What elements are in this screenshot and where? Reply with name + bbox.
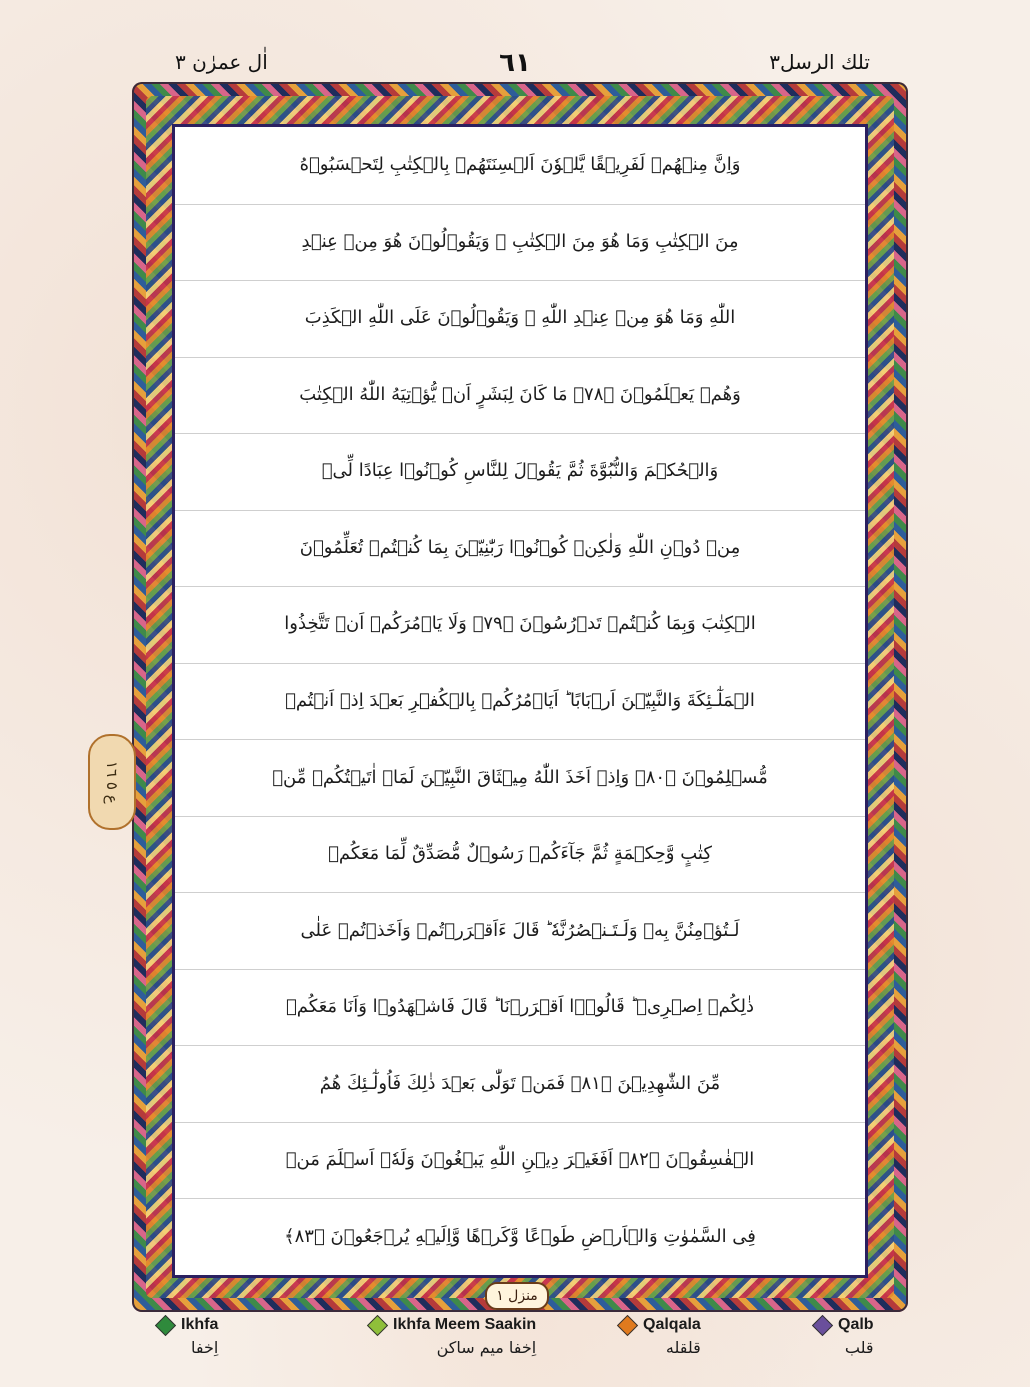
text-line: مِنَ الۡكِتٰبِ وَمَا هُوَ مِنَ الۡكِتٰبِ ۚ وَيَقُوۡلُوۡنَ هُوَ مِنۡ عِنۡدِ [175, 204, 865, 282]
text-line: الۡكِتٰبَ وَبِمَا كُنۡتُمۡ تَدۡرُسُوۡنَ ﴿٧٩﴾ وَلَا يَاۡمُرَكُمۡ اَنۡ تَتَّخِذُوا [175, 586, 865, 664]
text-line: لَـتُؤۡمِنُنَّ بِهٖ وَلَـتَـنۡصُرُنَّهٗ ؕ قَالَ ءَاَقۡرَرۡتُمۡ وَاَخَذۡتُمۡ عَلٰى [175, 892, 865, 970]
text-line: مِنۡ دُوۡنِ اللّٰهِ وَلٰكِنۡ كُوۡنُوۡا رَبّٰنِيّٖنَ بِمَا كُنۡتُمۡ تُعَلِّمُوۡنَ [175, 510, 865, 588]
legend-ikhfa [158, 1316, 218, 1357]
text-line: وَاِنَّ مِنۡهُمۡ لَفَرِيۡقًا يَّلۡوٗنَ اَلۡسِنَتَهُمۡ بِالۡكِتٰبِ لِتَحۡسَبُوۡهُ [175, 127, 865, 205]
legend-qalqala [620, 1316, 701, 1357]
legend-ikhfa-meem-en: Ikhfa Meem Saakin [393, 1316, 537, 1333]
quran-text-panel [172, 124, 868, 1278]
text-line: الۡمَلٰٓـئِكَةَ وَالنَّبِيّٖنَ اَرۡبَابًا ؕ اَيَاۡمُرُكُمۡ بِالۡكُفۡرِ بَعۡدَ اِذۡ اَنۡتُمۡ [175, 663, 865, 741]
text-line: الۡفٰسِقُوۡنَ ﴿٨٢﴾ اَفَغَيۡرَ دِيۡنِ اللّٰهِ يَبۡغُوۡنَ وَلَهٗۤ اَسۡلَمَ مَنۡ [175, 1122, 865, 1200]
legend-qalqala-ar: قلقله [665, 1338, 701, 1357]
legend-ikhfa-meem-ar: اِخفا میم ساکن [436, 1338, 537, 1357]
text-line: ذٰلِكُمۡ اِصۡرِىۡ ؕ قَالُوۡۤا اَقۡرَرۡنَا ؕ قَالَ فَاشۡهَدُوۡا وَاَنَا مَعَكُمۡ [175, 969, 865, 1047]
text-line: كِتٰبٍ وَّحِكۡمَةٍ ثُمَّ جَآءَكُمۡ رَسُوۡلٌ مُّصَدِّقٌ لِّمَا مَعَكُمۡ [175, 816, 865, 894]
juz-title: تلك الرسل٣ [769, 50, 870, 74]
page-number: ٦١ [499, 48, 531, 78]
ruku-marker: ع ٥ ١٦ [88, 734, 136, 830]
manzil-tag: منزل ١ [485, 1282, 549, 1310]
legend-ikhfa-meem [370, 1316, 536, 1357]
legend-qalb-en: Qalb [838, 1316, 874, 1333]
ikhfa-diamond-icon [155, 1314, 176, 1335]
legend-ikhfa-en: Ikhfa [181, 1316, 219, 1333]
text-line: وَهُمۡ يَعۡلَمُوۡنَ ﴿٧٨﴾ مَا كَانَ لِبَشَرٍ اَنۡ يُّؤۡتِيَهُ اللّٰهُ الۡكِتٰبَ [175, 357, 865, 435]
legend-ikhfa-ar: اِخفا [191, 1338, 219, 1357]
text-line: مُّسۡلِمُوۡنَ ﴿٨٠﴾ وَاِذۡ اَخَذَ اللّٰهُ مِيۡثَاقَ النَّبِيّٖنَ لَمَاۤ اٰتَيۡتُكُمۡ مِّنۡ [175, 739, 865, 817]
ikhfa-meem-diamond-icon [367, 1314, 388, 1335]
qalb-diamond-icon [812, 1314, 833, 1335]
text-line: فِى السَّمٰوٰتِ وَالۡاَرۡضِ طَوۡعًا وَّكَرۡهًا وَّاِلَيۡهِ يُرۡجَعُوۡنَ ﴿٨٣﴾ [284, 1225, 756, 1247]
qalqala-diamond-icon [617, 1314, 638, 1335]
legend-qalb [815, 1316, 874, 1357]
text-line: اللّٰهِ وَمَا هُوَ مِنۡ عِنۡدِ اللّٰهِ ۚ وَيَقُوۡلُوۡنَ عَلَى اللّٰهِ الۡكَذِبَ [175, 280, 865, 358]
surah-title: اٰل عمرٰن ٣ [175, 50, 268, 74]
legend-qalqala-en: Qalqala [643, 1316, 701, 1333]
text-line: وَالۡحُكۡمَ وَالنُّبُوَّةَ ثُمَّ يَقُوۡلَ لِلنَّاسِ كُوۡنُوۡا عِبَادًا لِّىۡ [175, 433, 865, 511]
legend-qalb-ar: قلب [844, 1338, 874, 1357]
text-line: مِّنَ الشّٰهِدِيۡنَ ﴿٨١﴾ فَمَنۡ تَوَلّٰى بَعۡدَ ذٰلِكَ فَاُولٰٓـئِكَ هُمُ [175, 1045, 865, 1123]
